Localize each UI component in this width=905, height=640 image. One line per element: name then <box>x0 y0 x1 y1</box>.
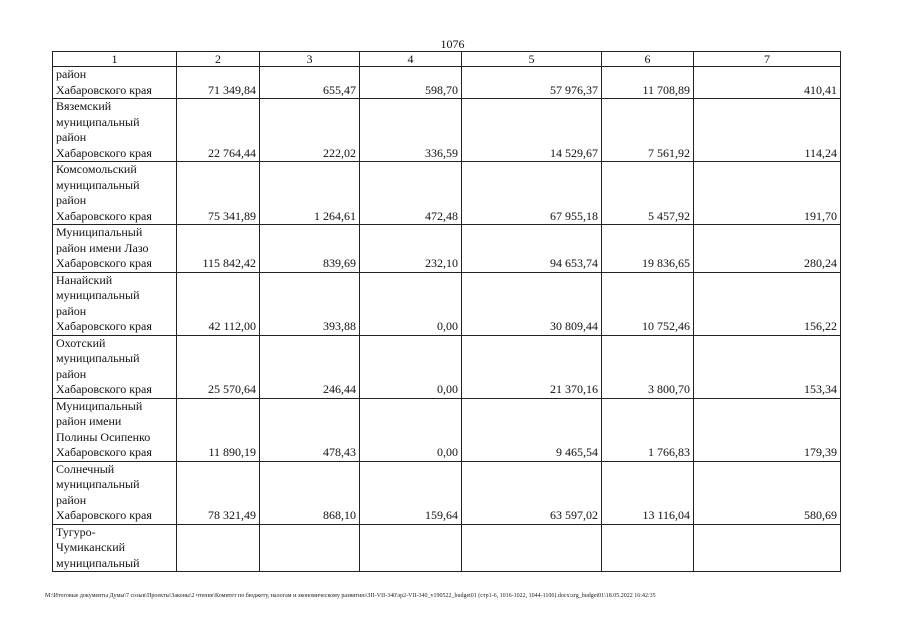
column-4-cell: 598,70 <box>360 67 462 99</box>
column-5-cell: 9 465,54 <box>462 398 602 461</box>
column-3-cell: 478,43 <box>260 398 360 461</box>
column-6-cell: 1 766,83 <box>602 398 694 461</box>
table-row <box>53 225 841 273</box>
column-6-cell: 11 708,89 <box>602 67 694 99</box>
column-7-cell: 191,70 <box>694 162 841 225</box>
column-4-cell: 0,00 <box>360 398 462 461</box>
column-7-cell: 580,69 <box>694 461 841 524</box>
table-row <box>53 67 841 99</box>
municipality-name-cell: Солнечный муниципальный район Хабаровского края <box>53 461 177 524</box>
municipality-name-cell: Муниципальный район имени Лазо Хабаровского края <box>53 225 177 273</box>
column-4-cell: 232,10 <box>360 225 462 273</box>
column-7-cell: 156,22 <box>694 272 841 335</box>
column-2-cell: 78 321,49 <box>177 461 260 524</box>
column-6-cell: 13 116,04 <box>602 461 694 524</box>
column-3-cell <box>260 524 360 572</box>
column-3-cell: 246,44 <box>260 335 360 398</box>
column-6-cell: 5 457,92 <box>602 162 694 225</box>
column-5-cell: 30 809,44 <box>462 272 602 335</box>
table-row <box>53 272 841 335</box>
municipality-name-cell: район Хабаровского края <box>53 67 177 99</box>
column-5-cell: 67 955,18 <box>462 162 602 225</box>
column-header: 6 <box>602 52 694 67</box>
column-7-cell <box>694 524 841 572</box>
column-header: 3 <box>260 52 360 67</box>
column-2-cell: 11 890,19 <box>177 398 260 461</box>
column-7-cell: 153,34 <box>694 335 841 398</box>
column-3-cell: 655,47 <box>260 67 360 99</box>
column-7-cell: 410,41 <box>694 67 841 99</box>
column-2-cell: 71 349,84 <box>177 67 260 99</box>
column-header: 4 <box>360 52 462 67</box>
column-header: 1 <box>53 52 177 67</box>
column-4-cell: 336,59 <box>360 99 462 162</box>
column-7-cell: 114,24 <box>694 99 841 162</box>
column-header: 7 <box>694 52 841 67</box>
municipality-name-cell: Вяземский муниципальный район Хабаровского края <box>53 99 177 162</box>
column-4-cell <box>360 524 462 572</box>
column-5-cell: 14 529,67 <box>462 99 602 162</box>
column-3-cell: 393,88 <box>260 272 360 335</box>
table-row <box>53 461 841 524</box>
column-6-cell: 7 561,92 <box>602 99 694 162</box>
column-2-cell: 75 341,89 <box>177 162 260 225</box>
column-2-cell: 115 842,42 <box>177 225 260 273</box>
column-6-cell: 3 800,70 <box>602 335 694 398</box>
column-7-cell: 280,24 <box>694 225 841 273</box>
municipality-name-cell: Тугуро- Чумиканский муниципальный <box>53 524 177 572</box>
table-row <box>53 524 841 572</box>
column-5-cell: 94 653,74 <box>462 225 602 273</box>
column-5-cell <box>462 524 602 572</box>
column-3-cell: 1 264,61 <box>260 162 360 225</box>
column-6-cell: 19 836,65 <box>602 225 694 273</box>
column-3-cell: 839,69 <box>260 225 360 273</box>
municipality-name-cell: Муниципальный район имени Полины Осипенко Хабаровского края <box>53 398 177 461</box>
table-row <box>53 99 841 162</box>
municipality-name-cell: Комсомольский муниципальный район Хабаровского края <box>53 162 177 225</box>
file-path-footer: M:\Итоговые документы Думы\7 созыв\Проекты\Законы\2 чтение\Комитет по бюджету, налогам и экономическому развитию\ЗП-VII-340\зр2-VII-340_v190522_budget01 (стр1-6, 1016-1022, 1044-1106).docx\zrg_budget01\18.05.2022 16:42:35 <box>45 593 656 599</box>
table-row <box>53 398 841 461</box>
column-4-cell: 0,00 <box>360 335 462 398</box>
column-header-row <box>53 52 841 67</box>
column-5-cell: 57 976,37 <box>462 67 602 99</box>
column-2-cell <box>177 524 260 572</box>
column-2-cell: 42 112,00 <box>177 272 260 335</box>
column-3-cell: 868,10 <box>260 461 360 524</box>
municipality-name-cell: Нанайский муниципальный район Хабаровского края <box>53 272 177 335</box>
column-4-cell: 159,64 <box>360 461 462 524</box>
municipality-name-cell: Охотский муниципальный район Хабаровского края <box>53 335 177 398</box>
column-4-cell: 0,00 <box>360 272 462 335</box>
column-header: 5 <box>462 52 602 67</box>
column-6-cell: 10 752,46 <box>602 272 694 335</box>
page-number: 1076 <box>440 37 465 51</box>
column-5-cell: 21 370,16 <box>462 335 602 398</box>
table-row <box>53 335 841 398</box>
column-6-cell <box>602 524 694 572</box>
column-7-cell: 179,39 <box>694 398 841 461</box>
column-3-cell: 222,02 <box>260 99 360 162</box>
column-5-cell: 63 597,02 <box>462 461 602 524</box>
budget-table <box>52 51 841 572</box>
column-header: 2 <box>177 52 260 67</box>
column-2-cell: 22 764,44 <box>177 99 260 162</box>
column-2-cell: 25 570,64 <box>177 335 260 398</box>
column-4-cell: 472,48 <box>360 162 462 225</box>
table-row <box>53 162 841 225</box>
